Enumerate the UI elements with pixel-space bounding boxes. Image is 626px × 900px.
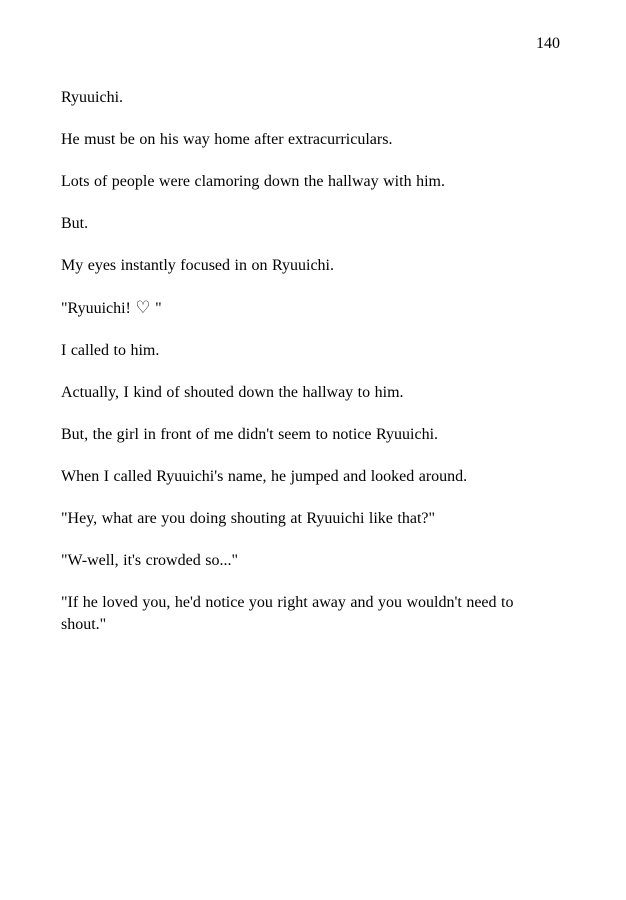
page-content [61, 87, 563, 656]
paragraph: He must be on his way home after extracurriculars. [61, 131, 393, 148]
heart-icon: ♡ [135, 298, 151, 318]
paragraph: "Ryuuichi! ♡ " [61, 298, 162, 318]
paragraph: Actually, I kind of shouted down the hallway to him. [61, 384, 404, 401]
paragraph: But, the girl in front of me didn't seem to notice Ryuuichi. [61, 426, 439, 443]
paragraph: Lots of people were clamoring down the hallway with him. [61, 173, 445, 190]
paragraph: But. [61, 215, 89, 232]
paragraph: "Hey, what are you doing shouting at Ryuuichi like that?" [61, 510, 436, 527]
paragraph: "If he loved you, he'd notice you right away and you wouldn't need to shout." [61, 594, 514, 633]
page-number: 140 [536, 35, 560, 52]
paragraph: I called to him. [61, 342, 160, 359]
paragraph: Ryuuichi. [61, 89, 124, 106]
paragraph: My eyes instantly focused in on Ryuuichi. [61, 257, 334, 274]
paragraph: "W-well, it's crowded so..." [61, 552, 238, 569]
paragraph: When I called Ryuuichi's name, he jumped and looked around. [61, 468, 468, 485]
